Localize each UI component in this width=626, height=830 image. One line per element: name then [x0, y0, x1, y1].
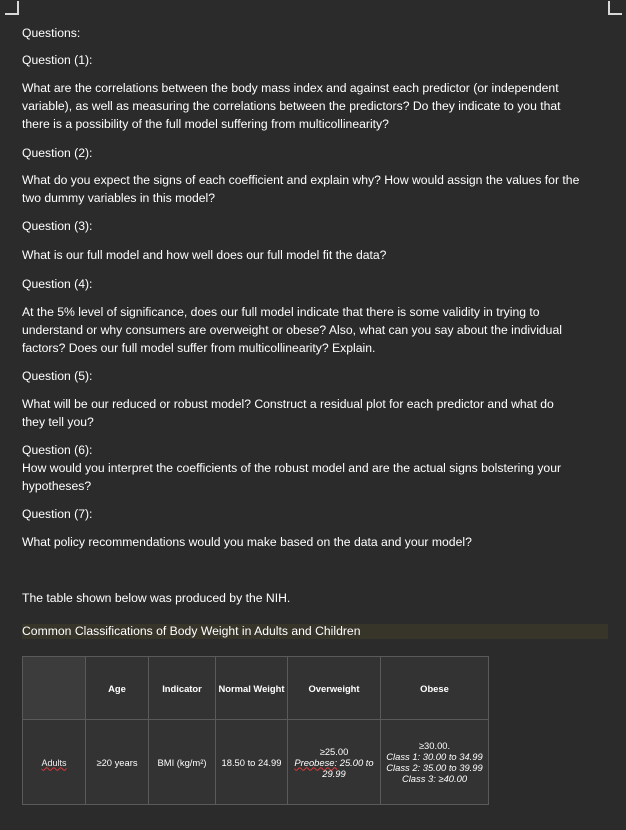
table-row: [23, 720, 489, 805]
text-line: What will be our reduced or robust model? Construct a residual plot for each predictor and what do: [22, 397, 554, 411]
text-line: there is a possibility of the full model suffering from multicollinearity?: [22, 117, 389, 131]
text-line: How would you interpret the coefficients of the robust model and are the actual signs bolstering your: [22, 461, 562, 475]
question-4-text: [22, 303, 562, 357]
overweight-range-start: 25.00 to: [337, 756, 374, 768]
preobese-label: Preobese:: [294, 756, 338, 768]
obese-class-2: Class 2: 35.00 to 39.99: [386, 762, 483, 773]
cell-group: [23, 720, 86, 805]
text-line: two dummy variables in this model?: [22, 191, 216, 205]
overweight-threshold: ≥25.00: [319, 745, 349, 757]
header-cell-overweight: Overweight: [288, 657, 381, 720]
header-cell-empty: [23, 657, 86, 720]
header-cell-obese: Obese: [381, 657, 489, 720]
question-7-text: [22, 533, 472, 551]
corner-mark-top-left: [5, 1, 19, 15]
obese-class-3: Class 3: ≥40.00: [401, 773, 468, 784]
cell-normal-weight: 18.50 to 24.99: [216, 720, 288, 805]
question-1-text: [22, 79, 561, 133]
table-header-row: [23, 657, 489, 720]
header-cell-age: Age: [86, 657, 149, 720]
overweight-range-end: 29.99: [322, 767, 346, 779]
question-2-text: [22, 171, 579, 207]
question-3-text: [22, 246, 386, 264]
text-line: What do you expect the signs of each coefficient and explain why? How would assign the values for the: [22, 173, 580, 187]
adults-label: Adults: [41, 757, 67, 768]
table-caption: Common Classifications of Body Weight in Adults and Children: [22, 624, 361, 638]
text-line: What policy recommendations would you make based on the data and your model?: [22, 535, 472, 549]
cell-age: ≥20 years: [86, 720, 149, 805]
text-line: understand or why consumers are overweight or obese? Also, what can you say about the individual: [22, 323, 562, 337]
obese-class-1: Class 1: 30.00 to 34.99: [386, 751, 483, 762]
nih-note: The table shown below was produced by the NIH.: [22, 591, 291, 605]
question-5-label: Question (5):: [22, 369, 93, 383]
body-weight-table: [22, 656, 489, 805]
text-line: hypotheses?: [22, 479, 92, 493]
text-line: factors? Does our full model suffer from multicollinearity? Explain.: [22, 341, 376, 355]
question-4-label: Question (4):: [22, 277, 93, 291]
text-line: they tell you?: [22, 415, 94, 429]
question-6-label: Question (6):: [22, 443, 93, 457]
question-6-text: [22, 459, 561, 495]
corner-mark-top-right: [608, 1, 622, 15]
questions-heading: Questions:: [22, 26, 81, 40]
overweight-range: [290, 757, 378, 768]
text-line: What are the correlations between the body mass index and against each predictor (or independent: [22, 81, 559, 95]
question-2-label: Question (2):: [22, 146, 93, 160]
obese-threshold: ≥30.00.: [418, 740, 451, 751]
header-cell-indicator: Indicator: [149, 657, 216, 720]
text-line: variable), as well as measuring the correlations between the predictors? Do they indicate to you that: [22, 99, 561, 113]
cell-overweight: [288, 720, 381, 805]
question-7-label: Question (7):: [22, 507, 93, 521]
cell-indicator: BMI (kg/m²): [149, 720, 216, 805]
text-line: What is our full model and how well does our full model fit the data?: [22, 248, 387, 262]
question-1-label: Question (1):: [22, 53, 93, 67]
question-3-label: Question (3):: [22, 219, 93, 233]
question-5-text: [22, 395, 554, 431]
cell-obese: [381, 720, 489, 805]
header-cell-normal-weight: Normal Weight: [216, 657, 288, 720]
text-line: At the 5% level of significance, does our full model indicate that there is some validity in trying to: [22, 305, 540, 319]
